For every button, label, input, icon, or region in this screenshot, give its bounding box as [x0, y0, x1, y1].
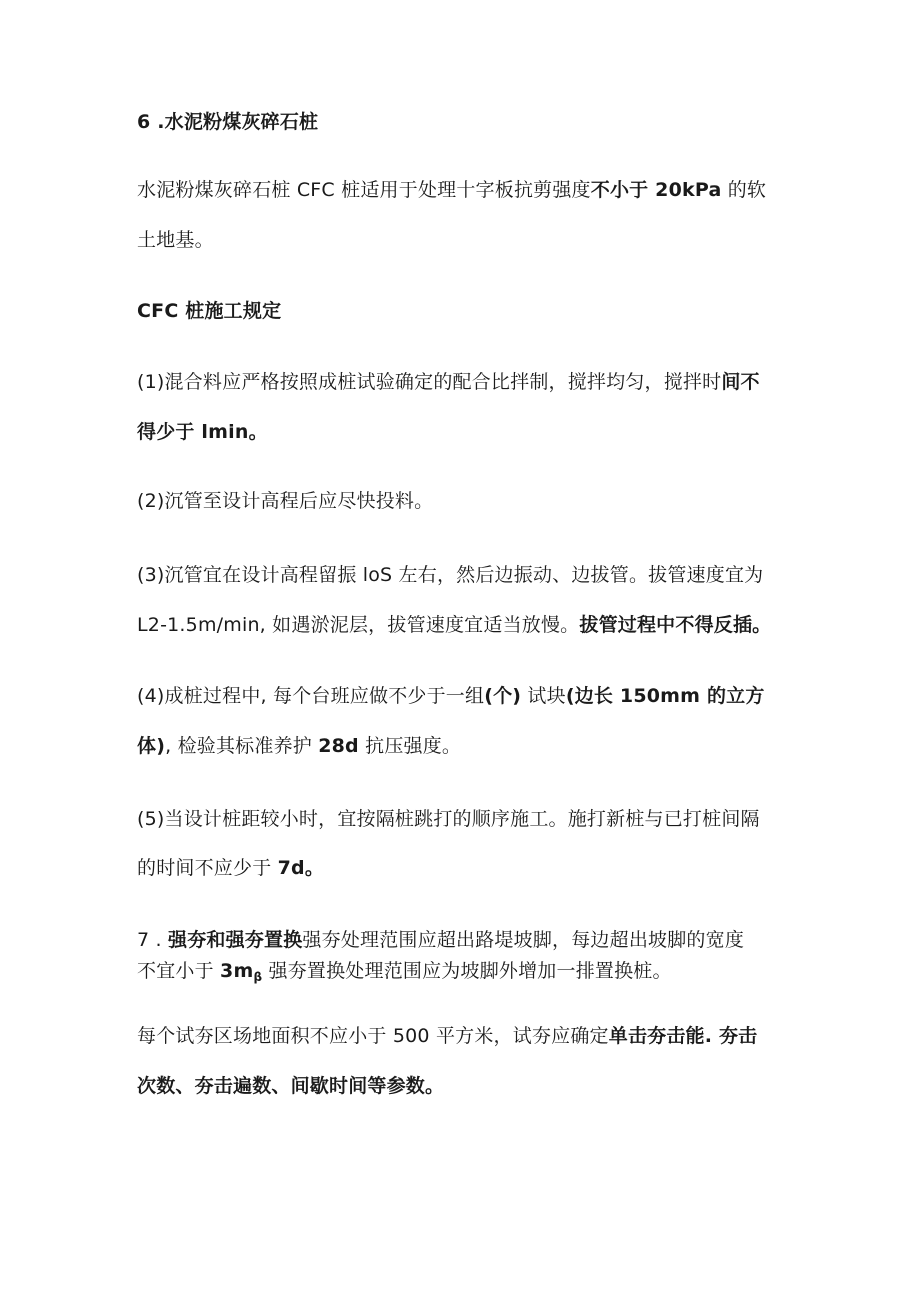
- section-6-paragraph-line-1: [137, 177, 766, 203]
- text: (1)混合料应严格按照成桩试验确定的配合比拌制，搅拌均匀，搅拌时: [137, 371, 722, 393]
- item-4-line-1: [137, 683, 765, 709]
- bold-text: 单击夯击能. 夯击: [608, 1025, 758, 1047]
- text: (4)成桩过程中, 每个台班应做不少于一组: [137, 685, 485, 707]
- text: 水泥粉煤灰碎石桩 CFC 桩适用于处理十字板抗剪强度: [137, 179, 591, 201]
- text: 试块: [521, 685, 566, 707]
- item-3-line-1: (3)沉管宜在设计高程留振 loS 左右，然后边振动、边拔管。拔管速度宜为: [137, 564, 764, 586]
- text: 强夯置换处理范围应为坡脚外增加一排置换桩。: [262, 960, 672, 982]
- item-3-line-2: [137, 612, 771, 638]
- cfc-subheading: CFC 桩施工规定: [137, 300, 282, 322]
- item-5-line-2: [137, 855, 324, 881]
- text: 每个试夯区场地面积不应小于 500 平方米，试夯应确定: [137, 1025, 609, 1047]
- bold-text: 体): [137, 735, 166, 757]
- section-6-paragraph-line-2: 土地基。: [137, 229, 214, 251]
- bold-text: 不小于 20kPa: [590, 179, 722, 201]
- bold-text: (个): [484, 685, 522, 707]
- item-4-line-2: [137, 733, 461, 759]
- item-2: (2)沉管至设计高程后应尽快投料。: [137, 490, 434, 512]
- item-5-line-1: (5)当设计桩距较小时，宜按隔桩跳打的顺序施工。施打新桩与已打桩间隔: [137, 808, 760, 830]
- bold-text: 28d: [318, 735, 359, 757]
- section-7-line-1: [137, 927, 744, 953]
- section-6-heading: 6 .水泥粉煤灰碎石桩: [137, 111, 319, 133]
- bold-text: 7d。: [277, 857, 325, 879]
- bold-text: 强夯和强夯置换: [168, 929, 303, 951]
- text: 不宜小于: [137, 960, 221, 982]
- text: 的软: [721, 179, 767, 201]
- text: 的时间不应少于: [137, 857, 278, 879]
- section-7-paragraph-2-line-1: [137, 1023, 757, 1049]
- item-1-line-2: 得少于 lmin。: [137, 421, 268, 443]
- text: 7 .: [137, 929, 169, 951]
- bold-text: 3m: [220, 960, 254, 982]
- subscript-text: β: [253, 970, 263, 984]
- text: L2-1.5m/min, 如遇淤泥层，拔管速度宜适当放慢。: [137, 614, 580, 636]
- bold-text: (边长 150mm 的立方: [565, 685, 765, 707]
- item-1-line-1: [137, 369, 760, 395]
- text: 强夯处理范围应超出路堤坡脚，每边超出坡脚的宽度: [302, 929, 745, 951]
- section-7-line-2: [137, 958, 672, 990]
- section-7-paragraph-2-line-2: 次数、夯击遍数、间歇时间等参数。: [137, 1075, 445, 1097]
- bold-text: 拔管过程中不得反插。: [579, 614, 772, 636]
- bold-text: 间不: [721, 371, 760, 393]
- text: , 检验其标准养护: [165, 735, 319, 757]
- text: 抗压强度。: [358, 735, 462, 757]
